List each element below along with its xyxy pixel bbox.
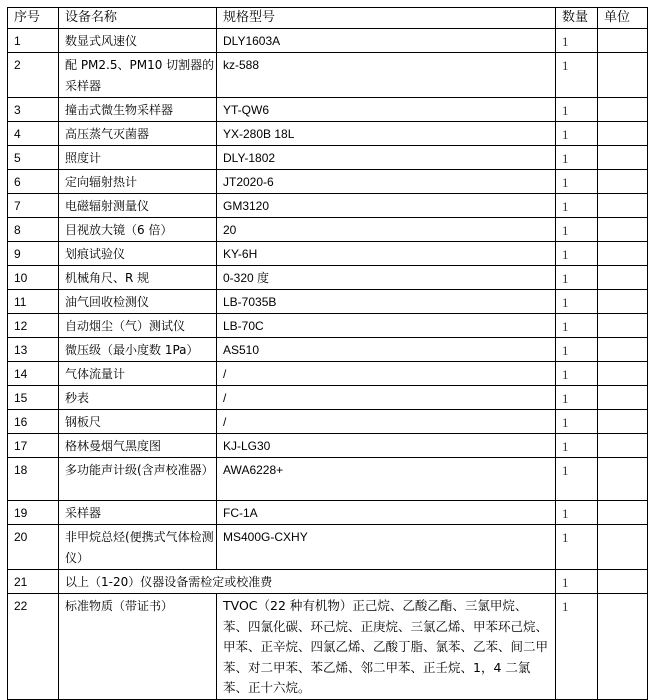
table-row xyxy=(8,53,648,98)
row-unit xyxy=(598,290,648,314)
row-model: AS510 xyxy=(217,338,556,362)
row-unit xyxy=(598,338,648,362)
row-index: 3 xyxy=(8,98,59,122)
row-index: 10 xyxy=(8,266,59,290)
row-index: 5 xyxy=(8,146,59,170)
row-qty: 1 xyxy=(556,242,598,266)
row-unit xyxy=(598,410,648,434)
table-row xyxy=(8,525,648,570)
row-unit xyxy=(598,146,648,170)
row-unit xyxy=(598,122,648,146)
row-qty: 1 xyxy=(556,362,598,386)
row-qty: 1 xyxy=(556,122,598,146)
table-row xyxy=(8,170,648,194)
row-model: KJ-LG30 xyxy=(217,434,556,458)
row-index: 19 xyxy=(8,501,59,525)
row-index: 11 xyxy=(8,290,59,314)
row-index: 18 xyxy=(8,458,59,501)
row-unit xyxy=(598,170,648,194)
table-row xyxy=(8,338,648,362)
row-name: 撞击式微生物采样器 xyxy=(59,98,217,122)
header-model: 规格型号 xyxy=(217,8,556,29)
table-row xyxy=(8,594,648,700)
row-summary-text: 以上（1-20）仪器设备需检定或校准费 xyxy=(59,570,556,594)
row-qty: 1 xyxy=(556,29,598,53)
row-qty: 1 xyxy=(556,501,598,525)
table-row xyxy=(8,386,648,410)
row-qty: 1 xyxy=(556,570,598,594)
table-row xyxy=(8,501,648,525)
row-index: 12 xyxy=(8,314,59,338)
table-row xyxy=(8,29,648,53)
row-name: 微压级（最小度数 1Pa） xyxy=(59,338,217,362)
row-qty: 1 xyxy=(556,314,598,338)
row-index: 20 xyxy=(8,525,59,570)
row-model: DLY1603A xyxy=(217,29,556,53)
row-model: 0-320 度 xyxy=(217,266,556,290)
row-qty: 1 xyxy=(556,146,598,170)
row-name: 油气回收检测仪 xyxy=(59,290,217,314)
row-index: 1 xyxy=(8,29,59,53)
table-row xyxy=(8,314,648,338)
row-name: 机械角尺、R 规 xyxy=(59,266,217,290)
row-index: 21 xyxy=(8,570,59,594)
row-model: FC-1A xyxy=(217,501,556,525)
row-name: 采样器 xyxy=(59,501,217,525)
header-row xyxy=(8,8,648,29)
row-unit xyxy=(598,525,648,570)
table-row xyxy=(8,266,648,290)
header-qty: 数量 xyxy=(556,8,598,29)
row-index: 8 xyxy=(8,218,59,242)
row-unit xyxy=(598,594,648,700)
equipment-table xyxy=(7,7,648,700)
row-unit xyxy=(598,362,648,386)
table-row xyxy=(8,458,648,501)
row-model: LB-7035B xyxy=(217,290,556,314)
row-qty: 1 xyxy=(556,194,598,218)
row-index: 4 xyxy=(8,122,59,146)
row-qty: 1 xyxy=(556,338,598,362)
row-index: 9 xyxy=(8,242,59,266)
row-unit xyxy=(598,98,648,122)
row-unit xyxy=(598,458,648,501)
row-qty: 1 xyxy=(556,386,598,410)
row-name: 数显式风速仪 xyxy=(59,29,217,53)
row-name: 划痕试验仪 xyxy=(59,242,217,266)
table-row xyxy=(8,194,648,218)
table-row xyxy=(8,146,648,170)
row-qty: 1 xyxy=(556,218,598,242)
row-name: 标准物质（带证书） xyxy=(59,594,217,700)
row-unit xyxy=(598,266,648,290)
row-model: YT-QW6 xyxy=(217,98,556,122)
row-name: 非甲烷总烃(便携式气体检测仪） xyxy=(59,525,217,570)
row-unit xyxy=(598,386,648,410)
header-name: 设备名称 xyxy=(59,8,217,29)
row-model: LB-70C xyxy=(217,314,556,338)
row-index: 2 xyxy=(8,53,59,98)
row-model: / xyxy=(217,386,556,410)
row-name: 钢板尺 xyxy=(59,410,217,434)
table-row xyxy=(8,434,648,458)
row-unit xyxy=(598,570,648,594)
row-name: 配 PM2.5、PM10 切割器的采样器 xyxy=(59,53,217,98)
row-qty: 1 xyxy=(556,53,598,98)
row-name: 照度计 xyxy=(59,146,217,170)
row-unit xyxy=(598,194,648,218)
row-model: DLY-1802 xyxy=(217,146,556,170)
row-name: 定向辐射热计 xyxy=(59,170,217,194)
row-model: GM3120 xyxy=(217,194,556,218)
row-qty: 1 xyxy=(556,410,598,434)
row-model: KY-6H xyxy=(217,242,556,266)
row-model: TVOC（22 种有机物）正己烷、乙酸乙酯、三氯甲烷、苯、四氯化碳、环己烷、正庚烷、三氯乙烯、甲苯环己烷、甲苯、正辛烷、四氯乙烯、乙酸丁脂、氯苯、乙苯、间二甲苯、对二甲苯、苯乙烯、邻二甲苯、正壬烷、1，4 二氯苯、正十六烷。 xyxy=(217,594,556,700)
row-qty: 1 xyxy=(556,170,598,194)
row-unit xyxy=(598,501,648,525)
table-row xyxy=(8,218,648,242)
row-model: AWA6228+ xyxy=(217,458,556,501)
row-model: MS400G-CXHY xyxy=(217,525,556,570)
header-unit: 单位 xyxy=(598,8,648,29)
row-model: 20 xyxy=(217,218,556,242)
row-qty: 1 xyxy=(556,266,598,290)
row-qty: 1 xyxy=(556,98,598,122)
row-name: 自动烟尘（气）测试仪 xyxy=(59,314,217,338)
row-qty: 1 xyxy=(556,290,598,314)
row-qty: 1 xyxy=(556,458,598,501)
row-name: 气体流量计 xyxy=(59,362,217,386)
row-index: 13 xyxy=(8,338,59,362)
row-index: 14 xyxy=(8,362,59,386)
table-row xyxy=(8,362,648,386)
table-row xyxy=(8,98,648,122)
row-name: 目视放大镜（6 倍） xyxy=(59,218,217,242)
row-index: 22 xyxy=(8,594,59,700)
row-qty: 1 xyxy=(556,525,598,570)
table-row xyxy=(8,122,648,146)
row-model: JT2020-6 xyxy=(217,170,556,194)
row-model: / xyxy=(217,410,556,434)
row-index: 17 xyxy=(8,434,59,458)
row-name: 电磁辐射测量仪 xyxy=(59,194,217,218)
row-unit xyxy=(598,434,648,458)
row-index: 16 xyxy=(8,410,59,434)
row-unit xyxy=(598,53,648,98)
row-model: kz-588 xyxy=(217,53,556,98)
row-name: 高压蒸气灭菌器 xyxy=(59,122,217,146)
row-name: 多功能声计级(含声校准器） xyxy=(59,458,217,501)
table-row xyxy=(8,290,648,314)
row-index: 7 xyxy=(8,194,59,218)
row-index: 6 xyxy=(8,170,59,194)
row-name: 格林曼烟气黑度图 xyxy=(59,434,217,458)
table-row xyxy=(8,242,648,266)
row-unit xyxy=(598,314,648,338)
row-unit xyxy=(598,218,648,242)
header-index: 序号 xyxy=(8,8,59,29)
row-model: YX-280B 18L xyxy=(217,122,556,146)
row-unit xyxy=(598,242,648,266)
row-model: / xyxy=(217,362,556,386)
row-name: 秒表 xyxy=(59,386,217,410)
table-row xyxy=(8,410,648,434)
row-unit xyxy=(598,29,648,53)
row-qty: 1 xyxy=(556,434,598,458)
row-index: 15 xyxy=(8,386,59,410)
table-row-summary xyxy=(8,570,648,594)
row-qty: 1 xyxy=(556,594,598,700)
